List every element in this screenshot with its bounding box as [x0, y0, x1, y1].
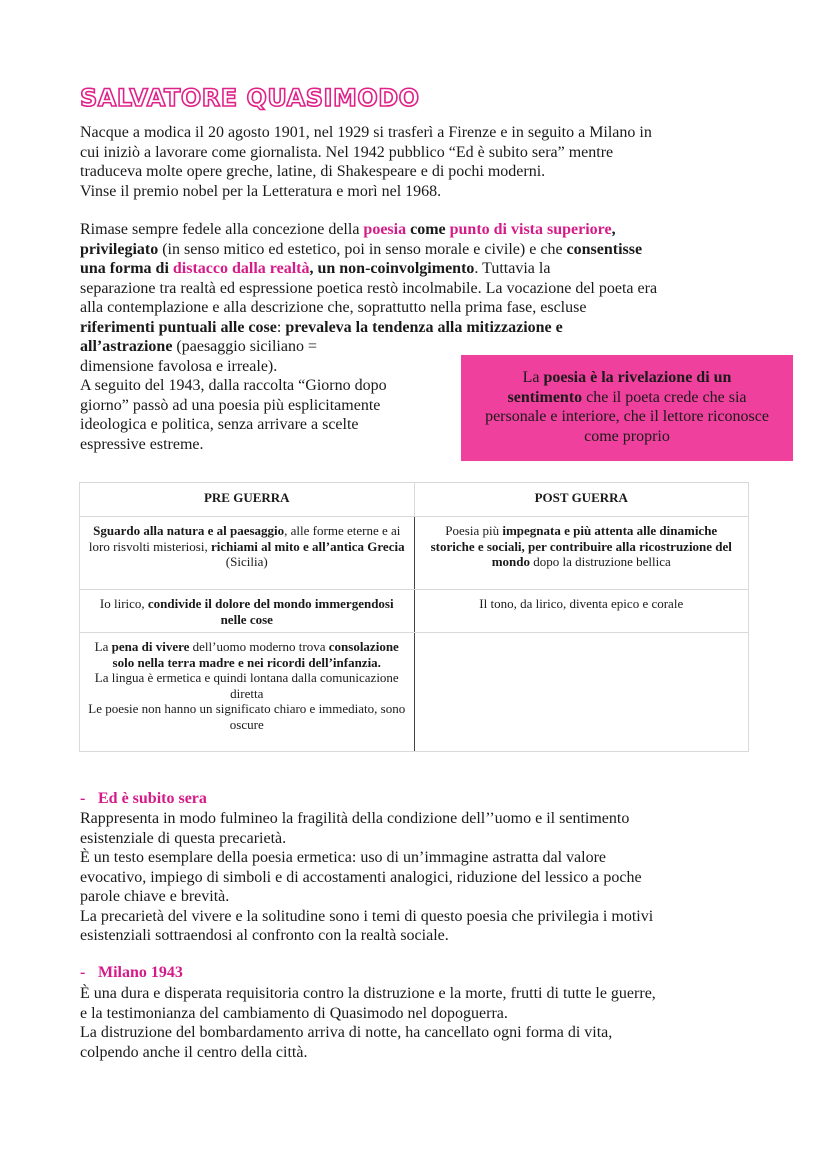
bold-text: come	[406, 221, 450, 238]
text: . Tuttavia la	[474, 260, 551, 277]
bold-text: richiami al mito e all’antica Grecia	[210, 538, 405, 554]
text: separazione tra realtà ed espressione poetica restò incolmabile. La vocazione del poeta era	[80, 279, 658, 297]
comparison-table	[79, 482, 749, 752]
bio-line: traduceva molte opere greche, latine, di Shakespeare e di pochi moderni.	[80, 163, 546, 180]
highlight: poesia	[363, 221, 407, 238]
table-cell	[80, 633, 415, 752]
bio-paragraph	[80, 123, 652, 201]
text: colpendo anche il centro della città.	[80, 1043, 308, 1061]
bold-text: condivide il dolore del mondo immergendosi nelle cose	[147, 596, 394, 627]
text: Io lirico,	[99, 596, 148, 611]
bold-text: , un non-coinvolgimento	[309, 260, 475, 277]
bold-text: consentisse	[566, 240, 643, 258]
text: La distruzione del bombardamento arriva di notte, ha cancellato ogni forma di vita,	[80, 1024, 613, 1041]
section-body	[80, 809, 653, 946]
text: La	[522, 369, 544, 386]
bold-text: pena di vivere	[111, 639, 190, 654]
text: esistenziale di questa precarietà.	[80, 829, 287, 847]
bold-text: poesia è la rivelazione di un	[543, 369, 732, 386]
text: (paesaggio siciliano =	[172, 338, 317, 355]
table-row	[80, 633, 749, 752]
text: Rappresenta in modo fulmineo la fragilità della condizione dell’’uomo e il sentimento	[80, 810, 630, 827]
bold-text: riferimenti puntuali alle cose	[80, 318, 277, 336]
text: La precarietà del vivere e la solitudine sono i temi di questo poesia che privilegia i motivi	[80, 907, 654, 925]
bold-text: privilegiato	[80, 240, 159, 258]
text: e la testimonianza del cambiamento di Quasimodo nel dopoguerra.	[80, 1004, 508, 1022]
text: È un testo esemplare della poesia ermetica: uso di un’immagine astratta dal valore	[80, 849, 607, 866]
text: A seguito del 1943, dalla raccolta “Giorno dopo	[80, 377, 387, 394]
bio-line: cui iniziò a lavorare come giornalista. Nel 1942 pubblico “Ed è subito sera” mentre	[80, 143, 614, 161]
table-header-row	[80, 483, 749, 517]
section-title: Ed è subito sera	[98, 790, 207, 807]
text: dimensione favolosa e irreale).	[80, 357, 278, 375]
bold-text: ,	[611, 221, 616, 238]
bio-line: Vinse il premio nobel per la Letteratura e morì nel 1968.	[80, 182, 442, 200]
table-cell	[414, 633, 749, 752]
text: espressive estreme.	[80, 435, 204, 453]
column-header: PRE GUERRA	[80, 483, 415, 517]
text: esistenziali sottraendosi al confronto con la realtà sociale.	[80, 927, 449, 944]
text: (Sicilia)	[225, 554, 268, 569]
table-row	[80, 590, 749, 633]
text: :	[276, 318, 286, 336]
table-row	[80, 517, 749, 590]
callout-box	[461, 355, 793, 461]
bold-text: prevaleva la tendenza alla mitizzazione e	[285, 318, 563, 336]
text: giorno” passò ad una poesia più esplicitamente	[80, 396, 381, 414]
text: La lingua è ermetica e quindi lontana dalla comunicazione diretta	[94, 670, 399, 701]
text: che il poeta crede che sia personale e interiore, che il lettore riconosce come proprio	[485, 388, 769, 445]
table-cell: Il tono, da lirico, diventa epico e corale	[414, 590, 749, 633]
bold-text: impegnata e più attenta alle dinamiche storiche e sociali, per contribuire alla ricostruzione del mondo	[430, 523, 732, 569]
text: parole chiave e brevità.	[80, 888, 230, 905]
bio-line: Nacque a modica il 20 agosto 1901, nel 1929 si trasferì a Firenze e in seguito a Milano in	[80, 124, 652, 141]
text: È una dura e disperata requisitoria contro la distruzione e la morte, frutti di tutte le guerre,	[80, 985, 656, 1002]
text: ideologica e politica, senza arrivare a scelte	[80, 416, 359, 433]
text: dell’uomo moderno trova	[189, 639, 329, 654]
section-heading	[80, 790, 207, 808]
bullet-dash: -	[80, 964, 86, 981]
bold-text: consolazione solo nella terra madre e nei ricordi dell’infanzia.	[112, 639, 399, 670]
section-title: Milano 1943	[98, 964, 183, 981]
text: dopo la distruzione bellica	[530, 554, 671, 569]
text: Rimase sempre fedele alla concezione della	[80, 221, 364, 238]
bold-text: Sguardo alla natura e al paesaggio	[93, 523, 285, 538]
highlight: distacco dalla realtà	[172, 260, 310, 277]
bold-text: una forma di	[80, 260, 173, 277]
text: Poesia più	[445, 523, 503, 538]
text: evocativo, impiego di simboli e di accostamenti analogici, riduzione del lessico a poche	[80, 868, 642, 886]
text: La	[94, 639, 112, 654]
text: , alle forme eterne e ai loro risvolti misteriosi,	[88, 523, 401, 554]
highlight: punto di vista superiore	[449, 221, 612, 238]
table-cell	[80, 517, 415, 590]
text: alla contemplazione e alla descrizione che, soprattutto nella prima fase, escluse	[80, 299, 587, 316]
section-heading	[80, 964, 183, 982]
bullet-dash: -	[80, 790, 86, 807]
section-body	[80, 984, 656, 1062]
table-cell	[414, 517, 749, 590]
column-header: POST GUERRA	[414, 483, 749, 517]
page-title: SALVATORE QUASIMODO	[80, 84, 420, 112]
text: (in senso mitico ed estetico, poi in senso morale e civile) e che	[158, 240, 567, 258]
table-cell	[80, 590, 415, 633]
bold-text: sentimento	[507, 388, 583, 406]
bold-text: all’astrazione	[80, 338, 173, 355]
text: Le poesie non hanno un significato chiaro e immediato, sono oscure	[88, 701, 406, 732]
